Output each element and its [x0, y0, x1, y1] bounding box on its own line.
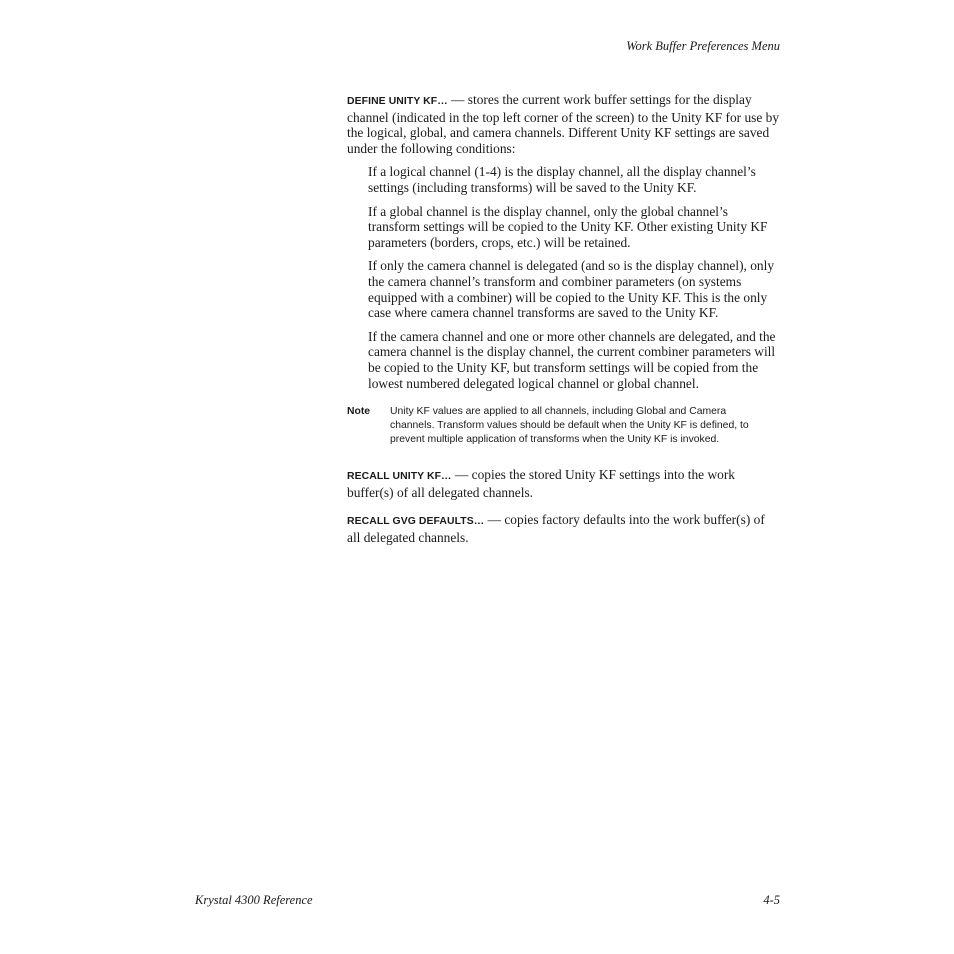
note-block [347, 405, 780, 447]
condition-camera-and-others: If the camera channel and one or more other channels are delegated, and the camera channel is the display channel, the current combiner parameters will be copied to the Unity KF, but transform settings will be copied from the lowest numbered delegated logical channel or global channel. [368, 328, 776, 391]
recall-unity-kf-paragraph [347, 467, 780, 500]
recall-gvg-defaults-text: — copies factory defaults into the work buffer(s) of all delegated channels. [347, 512, 765, 545]
running-header: Work Buffer Preferences Menu [626, 39, 780, 53]
note-text: Unity KF values are applied to all channels, including Global and Camera channels. Transform values should be default when the Unity KF is defined, to prevent multiple application of transforms when the Unity KF is invoked. [390, 406, 749, 446]
page-body [347, 92, 780, 545]
define-unity-kf-text: — stores the current work buffer settings for the display channel (indicated in the top left corner of the screen) to the Unity KF for use by the logical, global, and camera channels. Different Unity KF settings are saved under the following conditions: [347, 92, 780, 156]
recall-unity-kf-text: — copies the stored Unity KF settings into the work buffer(s) of all delegated channels. [347, 467, 735, 500]
recall-gvg-defaults-term: RECALL GVG DEFAULTS… [347, 516, 485, 528]
note-label: Note [347, 406, 371, 418]
condition-camera-only: If only the camera channel is delegated (and so is the display channel), only the camera channel’s transform and combiner parameters (on systems equipped with a combiner) will be copied to the Unity KF. This is the only case where camera channel transforms are saved to the Unity KF. [368, 258, 775, 321]
define-unity-kf-paragraph [347, 92, 780, 156]
recall-unity-kf-term: RECALL UNITY KF… [347, 471, 452, 483]
page-number: 4-5 [763, 893, 780, 907]
condition-global-channel: If a global channel is the display channel, only the global channel’s transform settings will be copied to the Unity KF. Other existing Unity KF parameters (borders, crops, etc.) will be retained. [368, 203, 768, 250]
define-unity-kf-term: DEFINE UNITY KF… [347, 96, 448, 107]
condition-logical-channel: If a logical channel (1-4) is the display channel, all the display channel’s settings (including transforms) will be saved to the Unity KF. [368, 164, 756, 195]
recall-gvg-defaults-paragraph [347, 512, 780, 545]
footer-document-title: Krystal 4300 Reference [195, 893, 313, 907]
